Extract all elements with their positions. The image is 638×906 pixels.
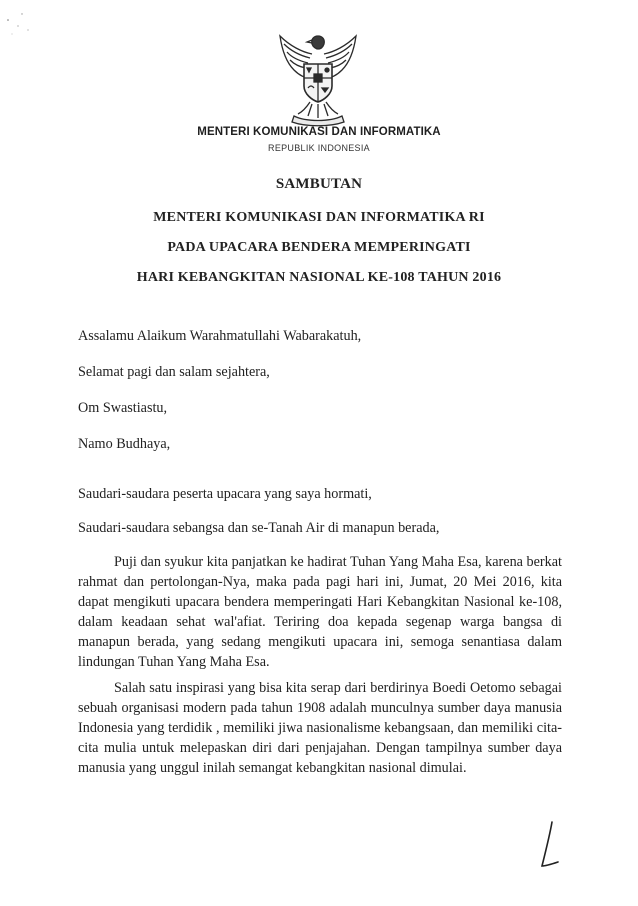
handwritten-initial-mark — [534, 820, 564, 876]
scan-specks — [0, 0, 60, 60]
paragraph-text: Salah satu inspirasi yang bisa kita serap dari berdirinya Boedi Oetomo sebagai sebuah organisasi modern pada tahun 1908 adalah munculnya sumber daya manusia Indonesia yang terdidik , memiliki jiwa nasionalisme kebangsaan, dan memiliki cita-cita mulia untuk melepaskan diri dari penjajahan. Dengan tampilnya sumber daya manusia yang unggul inilah semangat kebangkitan nasional dimulai. — [78, 680, 562, 776]
country-name: REPUBLIK INDONESIA — [268, 143, 370, 153]
addressee-line: Saudari-saudara peserta upacara yang saya hormati, — [78, 486, 372, 502]
title-line-2: MENTERI KOMUNIKASI DAN INFORMATIKA RI — [153, 210, 485, 225]
greeting-line: Selamat pagi dan salam sejahtera, — [78, 364, 270, 380]
document-title: SAMBUTAN — [275, 176, 363, 192]
ministry-name: MENTERI KOMUNIKASI DAN INFORMATIKA — [197, 126, 441, 138]
title-line-3: PADA UPACARA BENDERA MEMPERINGATI — [167, 240, 471, 255]
greeting-line: Assalamu Alaikum Warahmatullahi Wabarakatuh, — [78, 328, 362, 344]
body-paragraph — [78, 552, 562, 672]
greeting-line: Namo Budhaya, — [78, 436, 171, 452]
paragraph-text: Puji dan syukur kita panjatkan ke hadirat Tuhan Yang Maha Esa, karena berkat rahmat dan pertolongan-Nya, maka pada pagi hari ini, Jumat, 20 Mei 2016, kita dapat mengikuti upacara bendera memperingati Hari Kebangkitan Nasional ke-108, dalam keadaan sehat wal'afiat. Teriring doa kepada segenap warga bangsa di manapun berada, yang sedang mengikuti upacara ini, semoga senantiasa dalam lindungan Tuhan Yang Maha Esa. — [78, 554, 562, 670]
greeting-line: Om Swastiastu, — [78, 400, 168, 416]
body-paragraph — [78, 678, 562, 778]
garuda-emblem — [272, 30, 364, 128]
addressee-line: Saudari-saudara sebangsa dan se-Tanah Air di manapun berada, — [78, 520, 440, 536]
title-line-4: HARI KEBANGKITAN NASIONAL KE-108 TAHUN 2016 — [136, 270, 502, 285]
